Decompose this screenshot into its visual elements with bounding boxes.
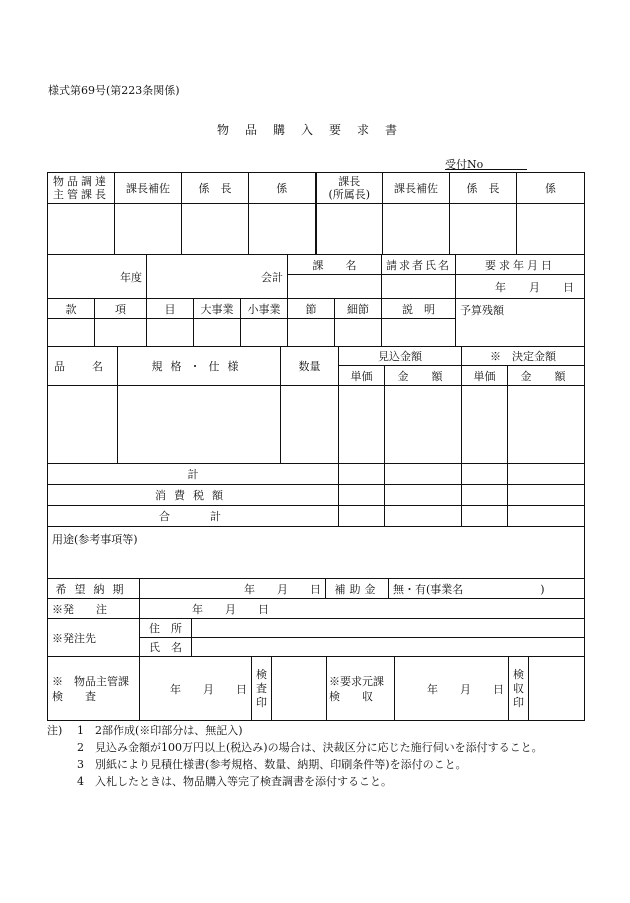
hinmei-header: 品 名 bbox=[48, 347, 118, 386]
budget-field[interactable] bbox=[288, 319, 335, 347]
hacchusaki-label: ※発注先 bbox=[48, 619, 140, 657]
approval-header-hosa-left: 課長補佐 bbox=[115, 173, 182, 204]
delivery-table bbox=[47, 526, 585, 657]
approval-header-kakari-right: 係 bbox=[517, 173, 585, 204]
budget-table bbox=[47, 254, 585, 347]
kingaku-header: 金 額 bbox=[385, 366, 462, 386]
kei-field[interactable] bbox=[385, 464, 462, 485]
budget-header-setsumei: 説 明 bbox=[382, 299, 456, 319]
seikyusha-label: 請求者氏名 bbox=[382, 255, 456, 275]
inspection-table bbox=[47, 656, 585, 721]
approval-header-kakaricho-right: 係 長 bbox=[450, 173, 517, 204]
yokyumoto-kenshu-label: ※要求元課 検 収 bbox=[327, 657, 395, 721]
budget-header-shojigyo: 小事業 bbox=[241, 299, 288, 319]
budget-field[interactable] bbox=[335, 319, 382, 347]
note-number: 4 bbox=[77, 775, 84, 788]
shimei-label: 氏 名 bbox=[140, 638, 192, 657]
jusho-label: 住 所 bbox=[140, 619, 192, 638]
note-number: 3 bbox=[77, 758, 84, 771]
kenshu-date[interactable]: 年 月 日 bbox=[395, 657, 509, 721]
budget-field[interactable] bbox=[194, 319, 241, 347]
note-text: 2部作成(※印部分は、無記入) bbox=[95, 724, 243, 737]
stamp-box[interactable] bbox=[182, 204, 249, 255]
budget-header-ko: 項 bbox=[95, 299, 147, 319]
yokyu-date-field[interactable]: 年 月 日 bbox=[456, 275, 585, 299]
tanka-field[interactable] bbox=[339, 386, 385, 464]
kingaku-header: 金 額 bbox=[508, 366, 585, 386]
shohizei-field[interactable] bbox=[339, 485, 385, 506]
stamp-box[interactable] bbox=[115, 204, 182, 255]
note-text: 見込み金額が100万円以上(税込み)の場合は、決裁区分に応じた施行伺いを添付すること。 bbox=[95, 741, 543, 754]
kensa-date[interactable]: 年 月 日 bbox=[140, 657, 252, 721]
kenshu-stamp[interactable] bbox=[529, 657, 585, 721]
kingaku-field[interactable] bbox=[508, 386, 585, 464]
approval-table bbox=[47, 172, 585, 255]
approval-header-chotatsu: 物品調達 主管課長 bbox=[48, 173, 115, 204]
kamei-field[interactable] bbox=[288, 275, 382, 299]
tanka-header: 単価 bbox=[462, 366, 508, 386]
stamp-box[interactable] bbox=[48, 204, 115, 255]
stamp-box[interactable] bbox=[517, 204, 585, 255]
kingaku-field[interactable] bbox=[385, 386, 462, 464]
budget-header-moku: 目 bbox=[147, 299, 194, 319]
kikaku-field[interactable] bbox=[118, 386, 281, 464]
kensa-stamp[interactable] bbox=[272, 657, 327, 721]
jusho-field[interactable] bbox=[192, 619, 585, 638]
stamp-box[interactable] bbox=[249, 204, 316, 255]
approval-header-kakari-left: 係 bbox=[249, 173, 316, 204]
goukei-field[interactable] bbox=[508, 506, 585, 527]
yokyu-date-label: 要求年月日 bbox=[456, 255, 585, 275]
goukei-field[interactable] bbox=[339, 506, 385, 527]
suryo-header: 数量 bbox=[281, 347, 339, 386]
notes-label: 注) bbox=[47, 724, 63, 737]
budget-header-daijigyo: 大事業 bbox=[194, 299, 241, 319]
nendo-label: 年度 bbox=[48, 255, 147, 299]
kenshu-in-label: 検 収 印 bbox=[509, 657, 529, 721]
budget-header-kan: 款 bbox=[48, 299, 95, 319]
shohizei-label: 消費税額 bbox=[48, 485, 339, 506]
hojokin-value[interactable]: 無・有(事業名 ) bbox=[389, 579, 585, 599]
budget-field[interactable] bbox=[241, 319, 288, 347]
kaikei-label: 会計 bbox=[147, 255, 288, 299]
kensa-in-label: 検 査 印 bbox=[252, 657, 272, 721]
stamp-box[interactable] bbox=[450, 204, 517, 255]
kei-field[interactable] bbox=[462, 464, 508, 485]
receipt-number-label: 受付No bbox=[445, 158, 484, 171]
budget-field[interactable] bbox=[147, 319, 194, 347]
budget-field[interactable] bbox=[48, 319, 95, 347]
kei-label: 計 bbox=[48, 464, 339, 485]
approval-header-kacho: 課長 (所属長) bbox=[316, 173, 383, 204]
budget-header-saisetsu: 細節 bbox=[335, 299, 382, 319]
kibou-noki-label: 希望納期 bbox=[48, 579, 140, 599]
kikaku-header: 規格・仕様 bbox=[118, 347, 281, 386]
hojokin-label: 補助金 bbox=[326, 579, 389, 599]
hacchu-label: ※発 注 bbox=[48, 599, 140, 619]
kamei-label: 課 名 bbox=[288, 255, 382, 275]
stamp-box[interactable] bbox=[316, 204, 383, 255]
note-text: 別紙により見積仕様書(参考規格、数量、納期、印刷条件等)を添付のこと。 bbox=[95, 758, 467, 771]
seikyusha-field[interactable] bbox=[382, 275, 456, 299]
kei-field[interactable] bbox=[339, 464, 385, 485]
kettei-header: ※ 決定金額 bbox=[462, 347, 585, 366]
goukei-field[interactable] bbox=[462, 506, 508, 527]
stamp-box[interactable] bbox=[383, 204, 450, 255]
budget-field[interactable] bbox=[382, 319, 456, 347]
buppin-kensa-label: ※ 物品主管課 検 査 bbox=[48, 657, 140, 721]
document-title: 物品購入要求書 bbox=[216, 123, 413, 137]
note-number: 1 bbox=[77, 724, 84, 737]
approval-header-kakaricho-left: 係 長 bbox=[182, 173, 249, 204]
shohizei-field[interactable] bbox=[462, 485, 508, 506]
shohizei-field[interactable] bbox=[508, 485, 585, 506]
kei-field[interactable] bbox=[508, 464, 585, 485]
goukei-field[interactable] bbox=[385, 506, 462, 527]
hinmei-field[interactable] bbox=[48, 386, 118, 464]
tanka-field[interactable] bbox=[462, 386, 508, 464]
kibou-noki-date[interactable]: 年 月 日 bbox=[140, 579, 326, 599]
budget-field[interactable] bbox=[95, 319, 147, 347]
receipt-number-line bbox=[445, 169, 527, 170]
note-text: 入札したときは、物品購入等完了検査調書を添付すること。 bbox=[95, 775, 392, 788]
hacchu-date[interactable]: 年 月 日 bbox=[140, 599, 585, 619]
tanka-header: 単価 bbox=[339, 366, 385, 386]
goukei-label: 合 計 bbox=[48, 506, 339, 527]
suryo-field[interactable] bbox=[281, 386, 339, 464]
approval-header-hosa-right: 課長補佐 bbox=[383, 173, 450, 204]
note-number: 2 bbox=[77, 741, 84, 754]
mikomi-header: 見込金額 bbox=[339, 347, 462, 366]
yosan-zangaku-label: 予算残額 bbox=[456, 299, 585, 347]
budget-header-setsu: 節 bbox=[288, 299, 335, 319]
shimei-field[interactable] bbox=[192, 638, 585, 657]
purpose-field[interactable]: 用途(参考事項等) bbox=[48, 527, 585, 579]
shohizei-field[interactable] bbox=[385, 485, 462, 506]
items-table bbox=[47, 346, 585, 527]
form-code: 様式第69号(第223条関係) bbox=[48, 84, 180, 97]
